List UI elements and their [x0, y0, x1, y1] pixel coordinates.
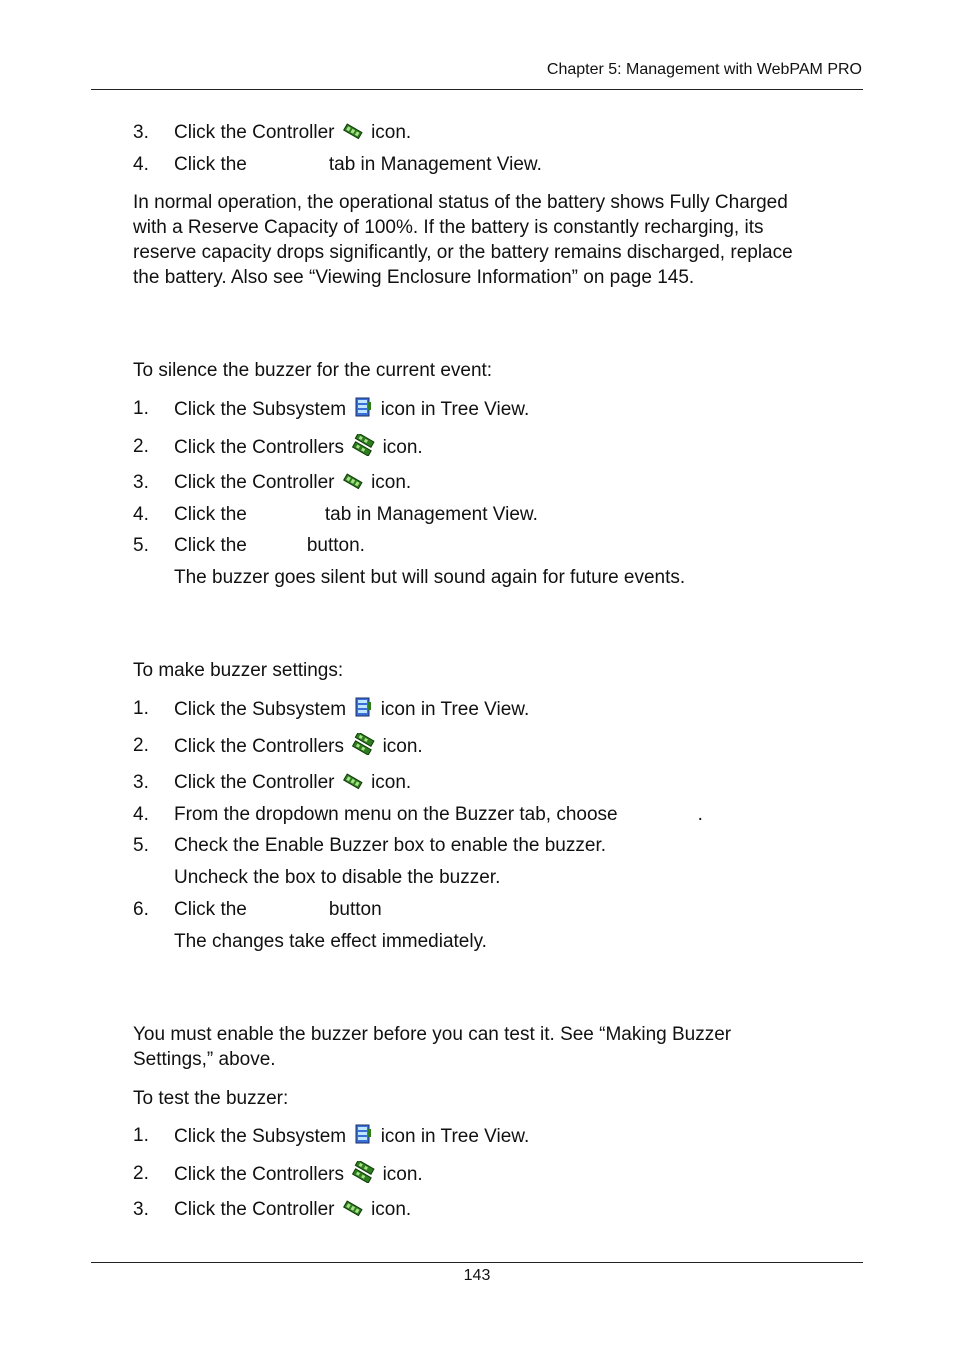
- step-text: icon.: [382, 736, 423, 757]
- step-number: 2.: [133, 735, 149, 756]
- step-number: 3.: [133, 122, 149, 143]
- step-number: 4.: [133, 154, 149, 175]
- step-number: 1.: [133, 398, 149, 419]
- step-text: Click the Subsystem: [174, 1126, 347, 1147]
- body-paragraph: the battery. Also see “Viewing Enclosure Information” on page 145.: [133, 267, 695, 288]
- step-number: 2.: [133, 436, 149, 457]
- step-text: Click the Controller: [174, 772, 335, 793]
- body-paragraph: You must enable the buzzer before you can test it. See “Making Buzzer: [133, 1024, 732, 1045]
- step-number: 2.: [133, 1163, 149, 1184]
- body-paragraph: To make buzzer settings:: [133, 660, 344, 681]
- step-text: From the dropdown menu on the Buzzer tab, choose: [174, 804, 618, 825]
- step-number: 3.: [133, 472, 149, 493]
- step-text: icon in Tree View.: [380, 699, 530, 720]
- step-number: 3.: [133, 1199, 149, 1220]
- step-number: 6.: [133, 899, 149, 920]
- step-text: icon.: [382, 437, 423, 458]
- step-text: Click the Controller: [174, 1199, 335, 1220]
- step-text: icon.: [371, 772, 412, 793]
- step-text: Click the Controllers: [174, 437, 344, 458]
- step-result: Uncheck the box to disable the buzzer.: [174, 867, 501, 888]
- step-text: button.: [306, 535, 365, 556]
- controller-card-icon: [342, 773, 364, 791]
- step-number: 1.: [133, 698, 149, 719]
- footer-rule: [91, 1262, 863, 1263]
- step-text: button: [328, 899, 382, 920]
- controller-card-icon: [342, 123, 364, 141]
- step-number: 4.: [133, 504, 149, 525]
- step-number: 4.: [133, 804, 149, 825]
- step-text: icon.: [382, 1164, 423, 1185]
- step-number: 1.: [133, 1125, 149, 1146]
- step-text: Click the: [174, 504, 247, 525]
- step-number: 3.: [133, 772, 149, 793]
- step-text: Click the Controller: [174, 472, 335, 493]
- subsystem-icon: [353, 696, 373, 718]
- step-text: .: [697, 804, 703, 825]
- body-paragraph: with a Reserve Capacity of 100%. If the battery is constantly recharging, its: [133, 217, 764, 238]
- controllers-cards-icon: [351, 1161, 375, 1183]
- step-text: tab in Management View.: [328, 154, 542, 175]
- step-text: Click the: [174, 154, 247, 175]
- step-text: icon.: [371, 1199, 412, 1220]
- step-text: Click the Controller: [174, 122, 335, 143]
- step-text: Click the Subsystem: [174, 399, 347, 420]
- header-rule: [91, 89, 863, 90]
- step-result: The changes take effect immediately.: [174, 931, 487, 952]
- step-text: Click the Controllers: [174, 736, 344, 757]
- chapter-header: Chapter 5: Management with WebPAM PRO: [546, 61, 862, 78]
- step-result: The buzzer goes silent but will sound again for future events.: [174, 567, 686, 588]
- body-paragraph: In normal operation, the operational status of the battery shows Fully Charged: [133, 192, 788, 213]
- controller-card-icon: [342, 473, 364, 491]
- step-text: icon.: [371, 472, 412, 493]
- body-paragraph: To test the buzzer:: [133, 1088, 289, 1109]
- step-text: Check the Enable Buzzer box to enable the buzzer.: [174, 835, 606, 856]
- subsystem-icon: [353, 1123, 373, 1145]
- subsystem-icon: [353, 396, 373, 418]
- step-text: Click the: [174, 535, 247, 556]
- step-text: Click the Subsystem: [174, 699, 347, 720]
- step-text: icon.: [371, 122, 412, 143]
- body-paragraph: Settings,” above.: [133, 1049, 276, 1070]
- controllers-cards-icon: [351, 733, 375, 755]
- controller-card-icon: [342, 1200, 364, 1218]
- step-text: icon in Tree View.: [380, 399, 530, 420]
- step-number: 5.: [133, 835, 149, 856]
- step-number: 5.: [133, 535, 149, 556]
- page-number: 143: [463, 1267, 491, 1284]
- step-text: Click the Controllers: [174, 1164, 344, 1185]
- body-paragraph: To silence the buzzer for the current event:: [133, 360, 493, 381]
- step-text: icon in Tree View.: [380, 1126, 530, 1147]
- step-text: tab in Management View.: [324, 504, 538, 525]
- step-text: Click the: [174, 899, 247, 920]
- body-paragraph: reserve capacity drops significantly, or the battery remains discharged, replace: [133, 242, 793, 263]
- controllers-cards-icon: [351, 434, 375, 456]
